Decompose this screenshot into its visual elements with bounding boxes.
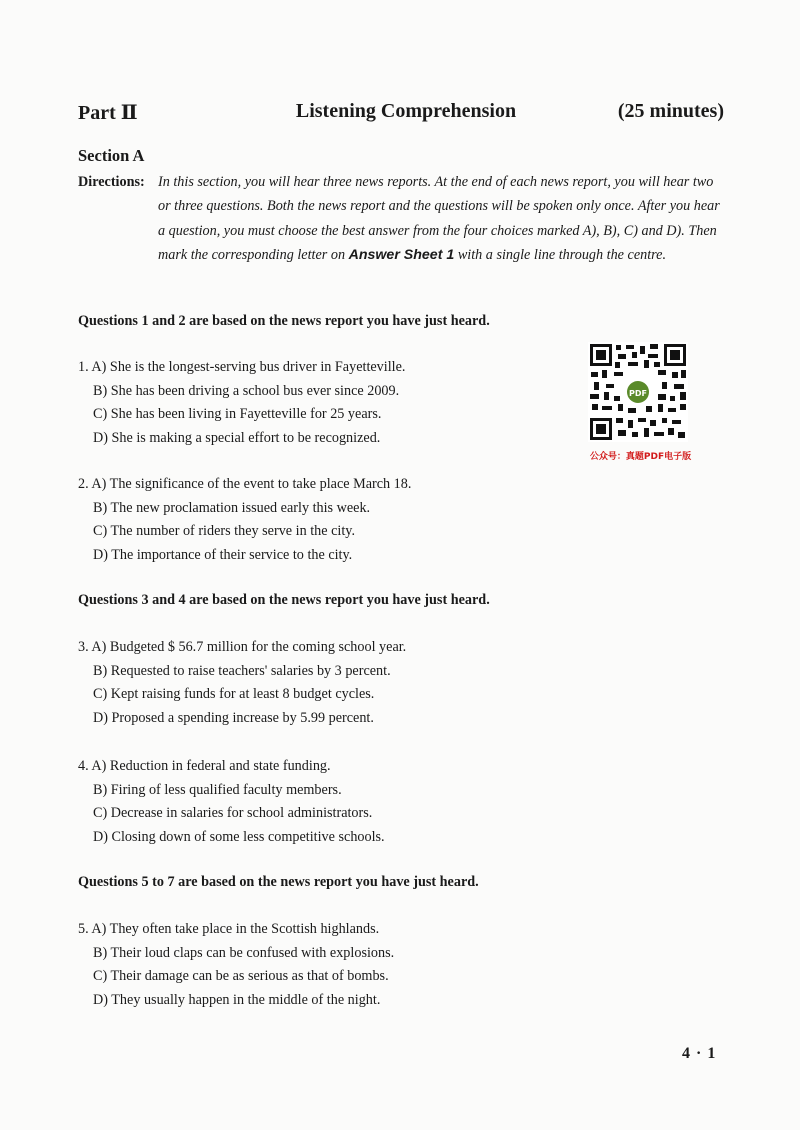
question-option [78, 520, 598, 544]
part-header [78, 100, 724, 134]
option-a[interactable]: A) Budgeted $ 56.7 million for the coming school year. [91, 639, 407, 655]
directions-text-after: with a single line through the centre. [454, 246, 666, 263]
question-group-heading: Questions 1 and 2 are based on the news report you have just heard. [78, 313, 490, 329]
question-option [78, 544, 598, 568]
option-c[interactable]: C) Decrease in salaries for school administrators. [93, 805, 373, 821]
option-d[interactable]: D) They usually happen in the middle of the night. [93, 991, 381, 1008]
option-c[interactable]: C) She has been living in Fayetteville for 25 years. [93, 406, 382, 422]
option-c[interactable]: C) The number of riders they serve in the city. [93, 523, 355, 539]
option-d[interactable]: D) The importance of their service to the city. [93, 546, 353, 563]
option-a[interactable]: A) Reduction in federal and state funding. [91, 758, 331, 774]
part-title: Listening Comprehension [295, 100, 517, 122]
option-b[interactable]: B) Requested to raise teachers' salaries by 3 percent. [93, 662, 391, 679]
option-d[interactable]: D) She is making a special effort to be recognized. [93, 429, 381, 446]
question-option [78, 755, 598, 779]
option-b[interactable]: B) Their loud claps can be confused with explosions. [93, 944, 395, 961]
question-option [78, 826, 598, 850]
question-group-heading: Questions 5 to 7 are based on the news report you have just heard. [78, 874, 479, 890]
question-option [78, 918, 598, 942]
question-3 [78, 636, 598, 730]
qr-caption: 公众号：真题PDF电子版 [589, 452, 692, 462]
qr-code-icon[interactable] [588, 342, 688, 442]
question-option [78, 636, 598, 660]
directions-text [158, 170, 724, 267]
question-option [78, 965, 598, 989]
option-a[interactable]: A) She is the longest-serving bus driver in Fayetteville. [91, 359, 406, 375]
question-option [78, 660, 598, 684]
question-4 [78, 755, 598, 849]
question-option [78, 356, 598, 380]
part-time: (25 minutes) [617, 100, 724, 122]
qr-badge-text: PDF [629, 389, 647, 398]
option-b[interactable]: B) The new proclamation issued early this week. [93, 499, 371, 516]
directions [78, 170, 724, 267]
question-option [78, 403, 598, 427]
question-option [78, 380, 598, 404]
answer-sheet-label: Answer Sheet 1 [348, 246, 455, 263]
question-option [78, 707, 598, 731]
directions-text-before: In this section, you will hear three news reports. At the end of each news report, you will hear two or three questions. Both the news report and the questions will be spoken only once. After you hear a question, you must choose the best answer from the four choices marked A), B), C) and D). Then mark the corresponding letter on [158, 174, 720, 263]
option-d[interactable]: D) Closing down of some less competitive schools. [93, 828, 385, 845]
option-c[interactable]: C) Their damage can be as serious as that of bombs. [93, 968, 389, 984]
directions-label: Directions: [78, 174, 145, 190]
question-number: 5. [78, 921, 89, 937]
question-2 [78, 473, 598, 567]
question-option [78, 683, 598, 707]
question-number: 1. [78, 359, 89, 375]
question-option [78, 942, 598, 966]
option-a[interactable]: A) The significance of the event to take place March 18. [91, 476, 412, 492]
question-option [78, 497, 598, 521]
option-a[interactable]: A) They often take place in the Scottish highlands. [91, 921, 380, 937]
question-group-heading: Questions 3 and 4 are based on the news report you have just heard. [78, 592, 490, 608]
question-option [78, 427, 598, 451]
option-c[interactable]: C) Kept raising funds for at least 8 budget cycles. [93, 686, 375, 702]
question-5 [78, 918, 598, 1012]
question-option [78, 802, 598, 826]
question-option [78, 473, 598, 497]
section-title: Section A [78, 146, 145, 165]
question-option [78, 779, 598, 803]
option-b[interactable]: B) She has been driving a school bus ever since 2009. [93, 382, 400, 399]
question-number: 2. [78, 476, 89, 492]
question-number: 4. [78, 758, 89, 774]
option-d[interactable]: D) Proposed a spending increase by 5.99 percent. [93, 709, 374, 726]
part-label: Part Ⅱ [78, 102, 138, 124]
question-1 [78, 356, 598, 450]
option-b[interactable]: B) Firing of less qualified faculty members. [93, 781, 342, 798]
question-option [78, 989, 598, 1013]
page-number: 4 · 1 [682, 1045, 717, 1062]
question-number: 3. [78, 639, 89, 655]
